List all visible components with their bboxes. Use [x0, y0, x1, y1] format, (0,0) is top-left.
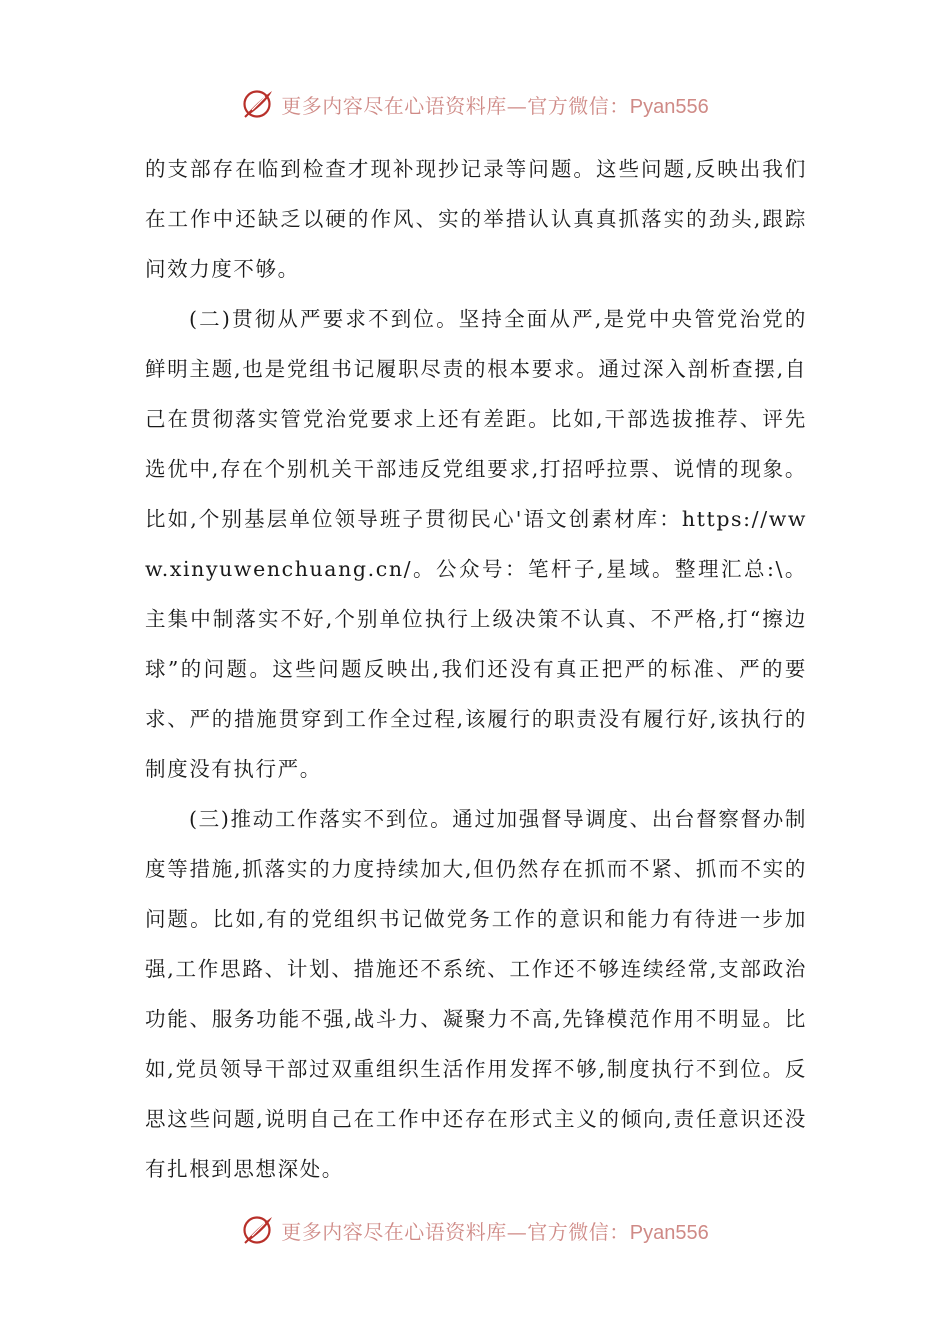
header-banner-cn: 更多内容尽在心语资料库—官方微信： — [281, 93, 630, 118]
quill-pen-logo-icon — [241, 1213, 275, 1247]
document-body — [145, 144, 807, 1194]
quill-pen-logo-icon — [241, 87, 275, 121]
paragraph-2: (二)贯彻从严要求不到位。坚持全面从严,是党中央管党治党的鲜明主题,也是党组书记履职尽责的根本要求。通过深入剖析查摆,自己在贯彻落实管党治党要求上还有差距。比如,干部选拔推荐、评先选优中,存在个别机关干部违反党组要求,打招呼拉票、说情的现象。比如,个别基层单位领导班子贯彻民心'语文创素材库：https://www.xinyuwenchuang.cn/。公众号：笔杆子,星域。整理汇总:\。主集中制落实不好,个别单位执行上级决策不认真、不严格,打“擦边球”的问题。这些问题反映出,我们还没有真正把严的标准、严的要求、严的措施贯穿到工作全过程,该履行的职责没有履行好,该执行的制度没有执行严。 — [145, 307, 807, 781]
paragraph-1: 的支部存在临到检查才现补现抄记录等问题。这些问题,反映出我们在工作中还缺乏以硬的作风、实的举措认认真真抓落实的劲头,跟踪问效力度不够。 — [145, 157, 807, 281]
header-banner-wechat-id: Pyan556 — [629, 95, 709, 118]
header-banner-text — [281, 90, 708, 119]
footer-banner-text — [281, 1216, 708, 1245]
footer-banner-wechat-id: Pyan556 — [629, 1221, 709, 1244]
footer-banner-cn: 更多内容尽在心语资料库—官方微信： — [281, 1219, 630, 1244]
paragraph-3: (三)推动工作落实不到位。通过加强督导调度、出台督察督办制度等措施,抓落实的力度持续加大,但仍然存在抓而不紧、抓而不实的问题。比如,有的党组织书记做党务工作的意识和能力有待进一步加强,工作思路、计划、措施还不系统、工作还不够连续经常,支部政治功能、服务功能不强,战斗力、凝聚力不高,先锋模范作用不明显。比如,党员领导干部过双重组织生活作用发挥不够,制度执行不到位。反思这些问题,说明自己在工作中还存在形式主义的倾向,责任意识还没有扎根到思想深处。 — [145, 807, 807, 1181]
footer-banner — [0, 1210, 950, 1250]
header-banner — [0, 84, 950, 124]
